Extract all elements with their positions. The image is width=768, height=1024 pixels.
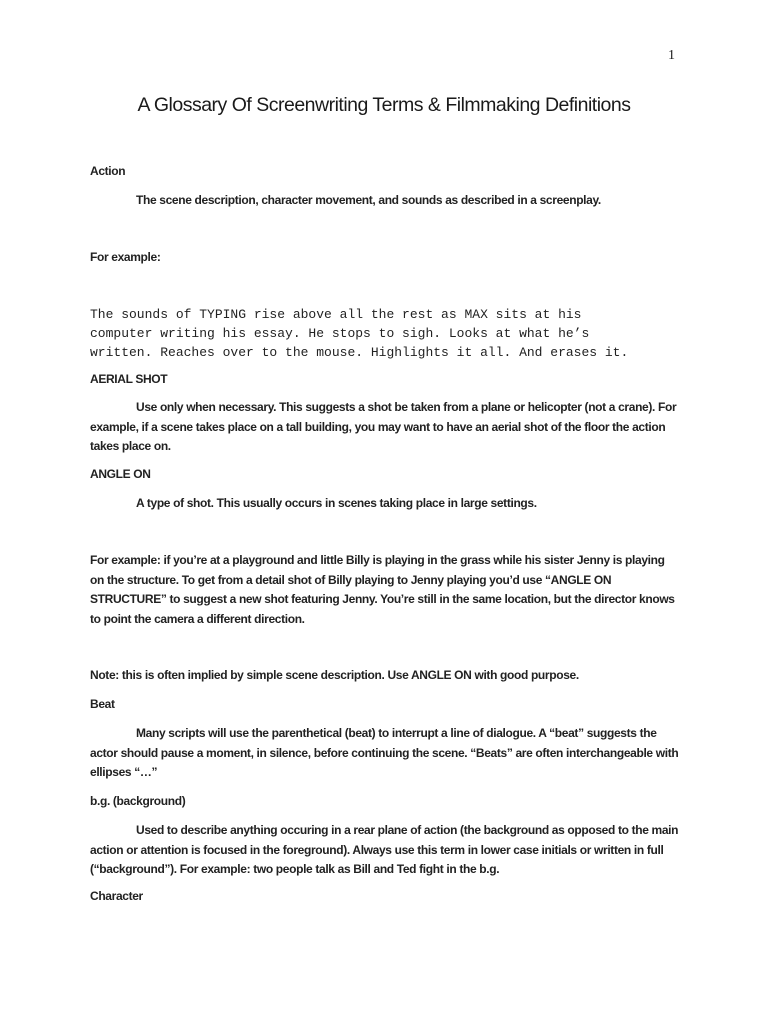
page-title: A Glossary Of Screenwriting Terms & Filmmaking Definitions — [137, 94, 631, 116]
page-number: 1 — [668, 48, 675, 63]
definition-beat: Many scripts will use the parenthetical (beat) to interrupt a line of dialogue. A “beat” suggests the actor should pause a moment, in silence, before continuing the scene. “Beats” are often interchangeable with ellipses “…” — [90, 726, 679, 779]
angle-on-note: Note: this is often implied by simple scene description. Use ANGLE ON with good purpose. — [90, 668, 579, 682]
term-angle-on: ANGLE ON — [90, 467, 151, 481]
term-beat: Beat — [90, 697, 115, 711]
definition-action: The scene description, character movement, and sounds as described in a screenplay. — [136, 193, 601, 207]
definition-aerial-shot: Use only when necessary. This suggests a shot be taken from a plane or helicopter (not a crane). For example, if a scene takes place on a tall building, you may want to have an aerial shot of the floor the action takes place on. — [90, 400, 677, 453]
angle-on-example: For example: if you’re at a playground and little Billy is playing in the grass while his sister Jenny is playing on the structure. To get from a detail shot of Billy playing to Jenny playing you’d use “ANGLE ON STRUCTURE” to suggest a new shot featuring Jenny. You’re still in the same location, but the director knows to point the camera a different direction. — [90, 553, 675, 626]
term-action: Action — [90, 164, 126, 178]
term-background: b.g. (background) — [90, 794, 186, 808]
definition-angle-on: A type of shot. This usually occurs in scenes taking place in large settings. — [136, 496, 537, 510]
for-example-label: For example: — [90, 250, 161, 264]
term-character: Character — [90, 889, 143, 903]
script-example: The sounds of TYPING rise above all the rest as MAX sits at his computer writing his essay. He stops to sigh. Looks at what he’s written. Reaches over to the mouse. Highlights it all. And erases it. — [90, 307, 629, 360]
term-aerial-shot: AERIAL SHOT — [90, 372, 168, 386]
definition-background: Used to describe anything occuring in a rear plane of action (the background as opposed to the main action or attention is focused in the foreground). Always use this term in lower case initials or written in full (“background”). For example: two people talk as Bill and Ted fight in the b.g. — [90, 823, 679, 876]
